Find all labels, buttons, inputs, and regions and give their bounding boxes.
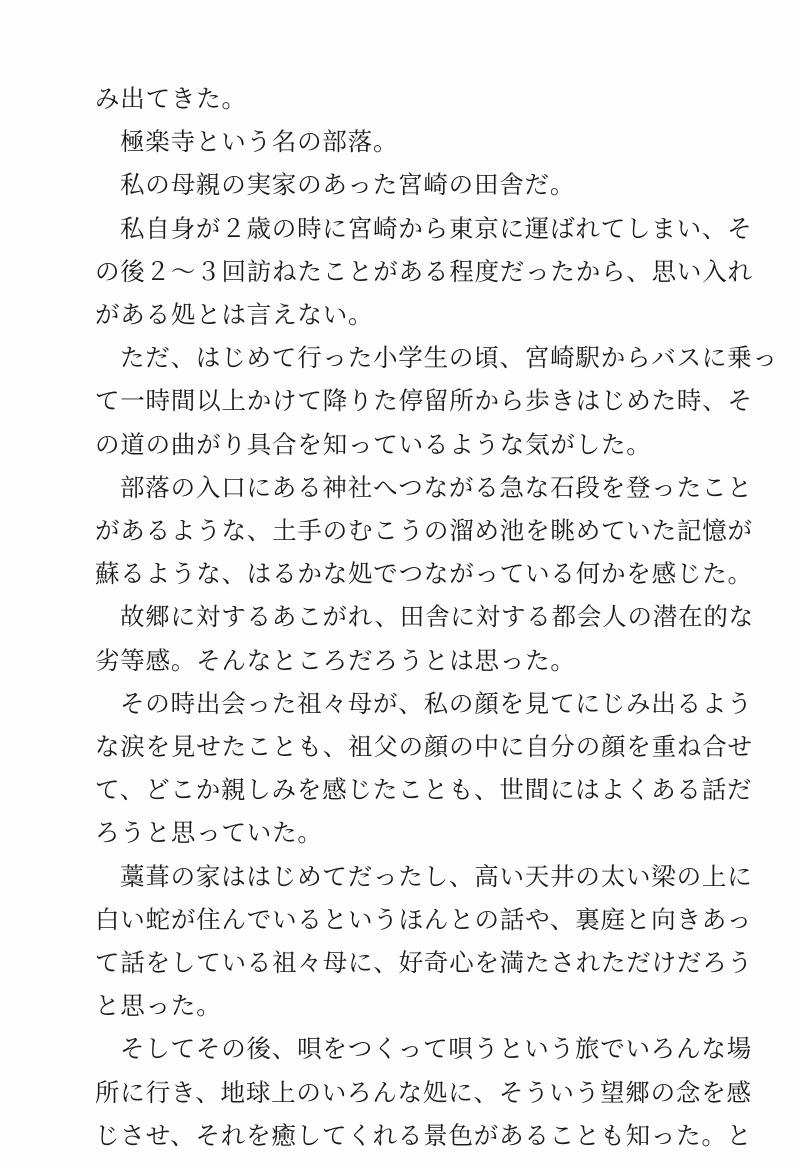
text-line: の後２〜３回訪ねたことがある程度だったから、思い入れ (95, 256, 753, 286)
text-line: がある処とは言えない。 (95, 300, 374, 329)
text-line: 劣等感。そんなところだろうとは思った。 (95, 645, 576, 675)
text-line: 所に行き、地球上のいろんな処に、そういう望郷の念を感 (95, 1077, 752, 1107)
text-line: 部落の入口にある神社へつながる急な石段を登ったこと (120, 472, 753, 502)
text-line: 故郷に対するあこがれ、田舎に対する都会人の潜在的な (120, 602, 754, 632)
text-line: て、どこか親しみを感じたことも、世間にはよくある話だ (95, 775, 753, 805)
text-line: 私自身が２歳の時に宮崎から東京に運ばれてしまい、そ (120, 213, 753, 243)
text-line: 白い蛇が住んでいるというほんとの話や、裏庭と向きあっ (95, 904, 753, 934)
text-line: 極楽寺という名の部落。 (120, 127, 399, 157)
text-line: 蘇るような、はるかな処でつながっている何かを感じた。 (95, 559, 753, 589)
text-line: その時出会った祖々母が、私の顔を見てにじみ出るよう (120, 688, 753, 718)
text-line: て一時間以上かけて降りた停留所から歩きはじめた時、そ (95, 386, 753, 416)
text-line: 藁葺の家ははじめてだったし、高い天井の太い梁の上に (120, 861, 753, 891)
text-line: な涙を見せたことも、祖父の顔の中に自分の顔を重ね合せ (95, 732, 753, 761)
text-line: 私の母親の実家のあった宮崎の田舎だ。 (120, 170, 576, 200)
text-line: と思った。 (95, 991, 222, 1021)
text-line: ろうと思っていた。 (95, 818, 323, 848)
text-line: そしてその後、唄をつくって唄うという旅でいろんな場 (120, 1034, 753, 1064)
text-line: の道の曲がり具合を知っているような気がした。 (95, 429, 652, 459)
text-line: じさせ、それを癒してくれる景色があることも知った。と (95, 1120, 753, 1150)
text-line: ただ、はじめて行った小学生の頃、宮崎駅からバスに乗っ (120, 343, 778, 373)
text-line: があるような、土手のむこうの溜め池を眺めていた記憶が (95, 516, 753, 545)
text-line: て話をしている祖々母に、好奇心を満たされただけだろう (95, 948, 753, 977)
text-line: み出てきた。 (95, 84, 247, 113)
